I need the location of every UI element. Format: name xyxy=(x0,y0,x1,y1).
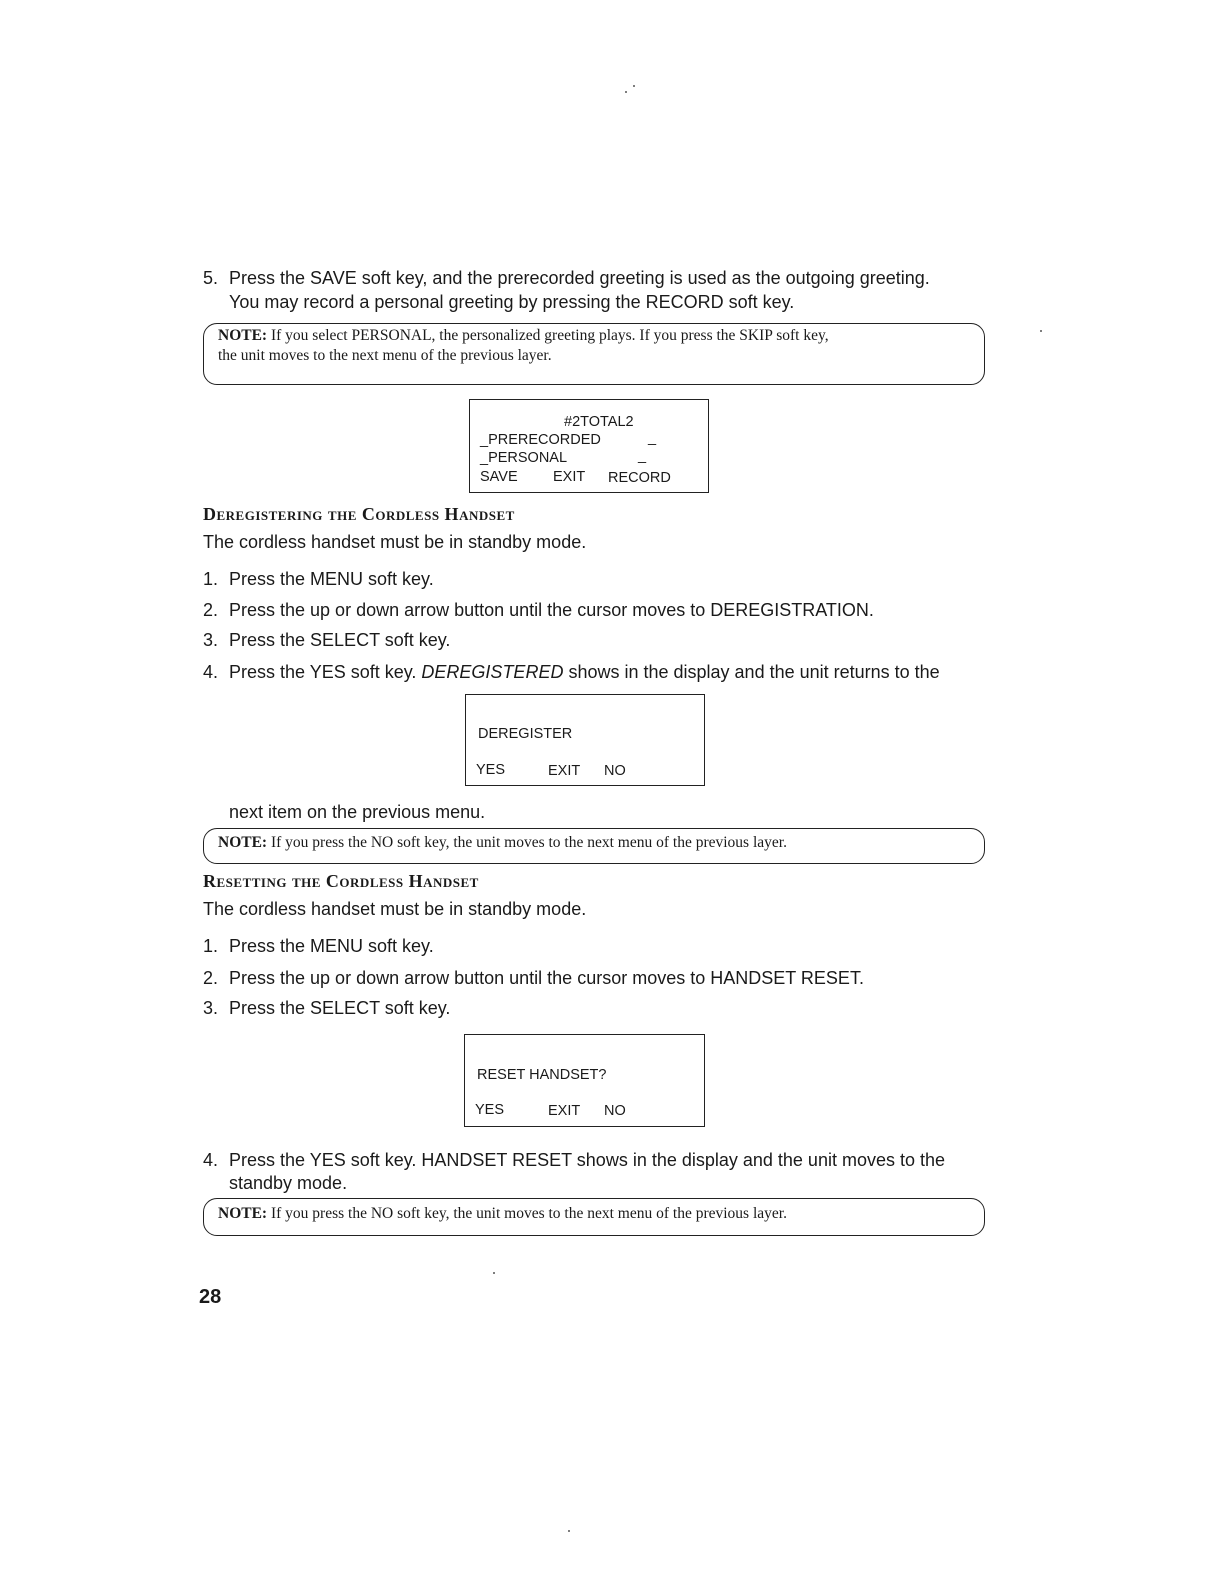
lcd-display-deregister xyxy=(465,694,705,786)
step-text: Press the YES soft key. xyxy=(229,662,422,682)
list-item xyxy=(203,628,450,652)
scan-speck xyxy=(568,1530,570,1532)
step-5-continuation: You may record a personal greeting by pressing the RECORD soft key. xyxy=(229,292,795,312)
section-intro: The cordless handset must be in standby mode. xyxy=(203,532,587,552)
step-number: 2. xyxy=(203,600,219,620)
list-item xyxy=(203,966,864,990)
list-item xyxy=(203,996,450,1020)
step-number: 3. xyxy=(203,998,219,1018)
note-label: NOTE: xyxy=(218,834,268,851)
lcd-option-marker: _ xyxy=(638,448,647,464)
note-box xyxy=(203,828,985,864)
step-text: Press the SAVE soft key, and the prerecorded greeting is used as the outgoing greeting. xyxy=(229,268,930,288)
step-4-continuation: standby mode. xyxy=(229,1173,348,1193)
note-text: the unit moves to the next menu of the previous layer. xyxy=(218,347,552,364)
step-number: 2. xyxy=(203,968,219,988)
step-number: 4. xyxy=(203,1150,219,1170)
note-text: If you select PERSONAL, the personalized greeting plays. If you press the SKIP soft key, xyxy=(267,327,829,344)
lcd-option-marker: _ xyxy=(648,430,657,446)
lcd-display-greeting xyxy=(469,399,709,493)
lcd-title: #2TOTAL2 xyxy=(564,414,634,430)
lcd-softkey-exit: EXIT xyxy=(553,469,586,485)
list-item xyxy=(203,660,940,684)
lcd-softkey-exit: EXIT xyxy=(548,763,581,779)
step-4-continuation: next item on the previous menu. xyxy=(229,802,486,822)
lcd-softkey-no: NO xyxy=(604,1103,626,1119)
lcd-title: RESET HANDSET? xyxy=(477,1067,607,1083)
step-text: Press the up or down arrow button until the cursor moves to DEREGISTRATION. xyxy=(229,600,874,620)
lcd-softkey-save: SAVE xyxy=(480,469,518,485)
section-intro: The cordless handset must be in standby mode. xyxy=(203,899,587,919)
note-box xyxy=(203,323,985,385)
step-text: Press the MENU soft key. xyxy=(229,936,434,956)
lcd-softkey-yes: YES xyxy=(476,762,506,778)
list-item xyxy=(203,1148,945,1172)
note-text: If you press the NO soft key, the unit moves to the next menu of the previous layer. xyxy=(267,834,787,851)
scan-speck xyxy=(493,1272,495,1274)
lcd-display-reset-handset xyxy=(464,1034,705,1127)
section-heading-deregistering: Deregistering the Cordless Handset xyxy=(203,504,515,524)
step-number: 4. xyxy=(203,662,219,682)
step-text: Press the MENU soft key. xyxy=(229,569,434,589)
step-number: 1. xyxy=(203,569,219,589)
section-heading-resetting: Resetting the Cordless Handset xyxy=(203,871,479,891)
lcd-softkey-yes: YES xyxy=(475,1102,505,1118)
scan-speck xyxy=(633,85,635,87)
step-text: Press the SELECT soft key. xyxy=(229,630,451,650)
lcd-softkey-no: NO xyxy=(604,763,626,779)
lcd-softkey-record: RECORD xyxy=(608,470,671,486)
step-number: 5. xyxy=(203,268,219,288)
step-text: Press the SELECT soft key. xyxy=(229,998,451,1018)
list-item xyxy=(203,567,434,591)
scan-speck xyxy=(1040,330,1042,332)
list-item xyxy=(203,934,434,958)
step-text: Press the YES soft key. HANDSET RESET shows in the display and the unit moves to the xyxy=(229,1150,946,1170)
lcd-title: DEREGISTER xyxy=(478,726,573,742)
list-item xyxy=(203,598,874,622)
lcd-softkey-exit: EXIT xyxy=(548,1103,581,1119)
page-number: 28 xyxy=(199,1286,222,1308)
scan-speck xyxy=(625,91,627,93)
step-text-emphasis: DEREGISTERED xyxy=(421,662,564,682)
step-5 xyxy=(203,266,930,290)
step-text: shows in the display and the unit returns to the xyxy=(563,662,940,682)
note-label: NOTE: xyxy=(218,327,268,344)
step-text: Press the up or down arrow button until the cursor moves to HANDSET RESET. xyxy=(229,968,864,988)
lcd-option-personal: _PERSONAL xyxy=(480,450,568,466)
note-text: If you press the NO soft key, the unit moves to the next menu of the previous layer. xyxy=(267,1205,787,1222)
step-number: 1. xyxy=(203,936,219,956)
step-number: 3. xyxy=(203,630,219,650)
lcd-option-prerecorded: _PRERECORDED xyxy=(480,432,601,448)
note-box xyxy=(203,1198,985,1236)
note-label: NOTE: xyxy=(218,1205,268,1222)
